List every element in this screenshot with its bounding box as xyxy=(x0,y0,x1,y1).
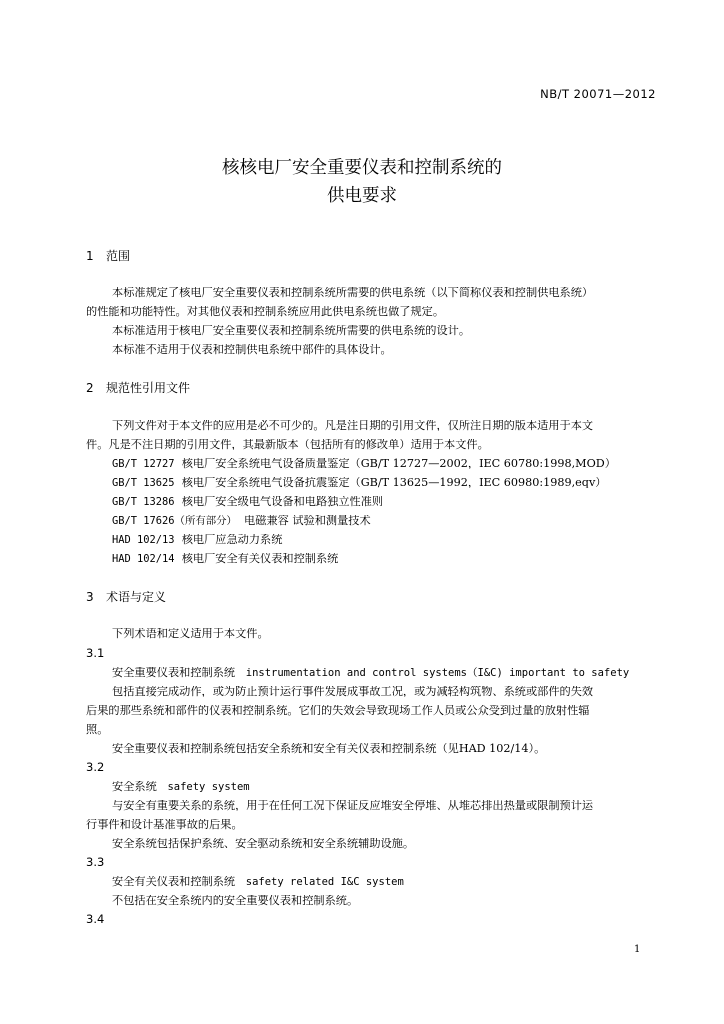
paragraph-line: 本标准规定了核电厂安全重要仪表和控制系统所需要的供电系统（以下简称仪表和控制供电系统） xyxy=(112,287,594,299)
reference-item xyxy=(112,496,658,507)
subsection-number: 3.1 xyxy=(86,646,105,660)
definition-note: 安全重要仪表和控制系统包括安全系统和安全有关仪表和控制系统（见HAD 102/14）。 xyxy=(112,743,546,755)
reference-title: 核电厂安全有关仪表和控制系统 xyxy=(181,553,339,565)
reference-code: HAD 102/13 xyxy=(112,534,175,546)
reference-code: GB/T 17626（所有部分） xyxy=(112,515,237,527)
paragraph-line: 件。凡是不注日期的引用文件，其最新版本（包括所有的修改单）适用于本文件。 xyxy=(86,439,489,451)
reference-title: 电磁兼容 试验和测量技术 xyxy=(244,515,371,527)
section-2-heading xyxy=(86,382,190,394)
term-heading xyxy=(112,876,658,888)
section-number: 2 xyxy=(86,381,94,395)
reference-item xyxy=(112,477,658,488)
definition-line: 不包括在安全系统内的安全重要仪表和控制系统。 xyxy=(112,895,359,907)
definition-line: 与安全有重要关系的系统，用于在任何工况下保证反应堆安全停堆、从堆芯排出热量或限制预计运 xyxy=(112,800,594,812)
reference-code: HAD 102/14 xyxy=(112,553,175,565)
reference-code: GB/T 13286 xyxy=(112,496,175,508)
subsection-number: 3.2 xyxy=(86,760,105,774)
term-name-en: safety system xyxy=(167,781,250,793)
paragraph-line: 的性能和功能特性。对其他仪表和控制系统应用此供电系统也做了规定。 xyxy=(86,306,445,318)
term-name-cn: 安全系统 xyxy=(112,781,157,793)
document-code: NB/T 20071—2012 xyxy=(540,87,656,101)
subsection-number: 3.4 xyxy=(86,912,105,926)
reference-title: 核电厂安全系统电气设备质量鉴定（GB/T 12727—2002，IEC 60780:1998,MOD） xyxy=(181,458,616,470)
section-number: 3 xyxy=(86,590,94,604)
paragraph-line: 本标准适用于核电厂安全重要仪表和控制系统所需要的供电系统的设计。 xyxy=(112,325,471,337)
term-heading xyxy=(112,781,658,793)
subsection-number: 3.3 xyxy=(86,855,105,869)
reference-item xyxy=(112,458,658,469)
reference-title: 核电厂安全系统电气设备抗震鉴定（GB/T 13625—1992，IEC 60980:1989,eqv） xyxy=(181,477,607,489)
definition-note: 安全系统包括保护系统、安全驱动系统和安全系统辅助设施。 xyxy=(112,838,415,850)
reference-item xyxy=(112,534,658,545)
reference-title: 核电厂安全级电气设备和电路独立性准则 xyxy=(181,496,384,508)
page-number: 1 xyxy=(634,944,641,955)
paragraph-line: 本标准不适用于仪表和控制供电系统中部件的具体设计。 xyxy=(112,344,392,356)
reference-item xyxy=(112,553,658,564)
section-number: 1 xyxy=(86,249,94,263)
reference-code: GB/T 12727 xyxy=(112,458,175,470)
reference-title: 核电厂应急动力系统 xyxy=(181,534,283,546)
term-name-cn: 安全有关仪表和控制系统 xyxy=(112,876,236,888)
definition-line: 包括直接完成动作，或为防止预计运行事件发展成事故工况，或为减轻构筑物、系统或部件的失效 xyxy=(112,686,594,698)
reference-code: GB/T 13625 xyxy=(112,477,175,489)
definition-line: 行事件和设计基准事故的后果。 xyxy=(86,819,243,831)
paragraph-line: 下列文件对于本文件的应用是必不可少的。凡是注日期的引用文件，仅所注日期的版本适用于本文 xyxy=(112,420,594,432)
definition-line: 后果的那些系统和部件的仪表和控制系统。它们的失效会导致现场工作人员或公众受到过量的放射性辐 xyxy=(86,705,590,717)
term-name-cn: 安全重要仪表和控制系统 xyxy=(112,667,236,679)
section-3-heading xyxy=(86,591,166,603)
section-1-heading xyxy=(86,250,130,262)
section-title: 规范性引用文件 xyxy=(106,381,191,395)
paragraph-line: 下列术语和定义适用于本文件。 xyxy=(112,628,269,640)
section-title: 术语与定义 xyxy=(106,590,167,604)
term-heading xyxy=(112,667,658,679)
definition-line: 照。 xyxy=(86,724,109,736)
term-name-en: instrumentation and control systems（I&C) important to safety xyxy=(245,667,630,679)
document-title-line1: 核核电厂安全重要仪表和控制系统的 xyxy=(222,158,502,178)
document-title-line2: 供电要求 xyxy=(327,186,397,206)
section-title: 范围 xyxy=(106,249,131,263)
term-name-en: safety related I&C system xyxy=(245,876,404,888)
reference-item xyxy=(112,515,658,526)
